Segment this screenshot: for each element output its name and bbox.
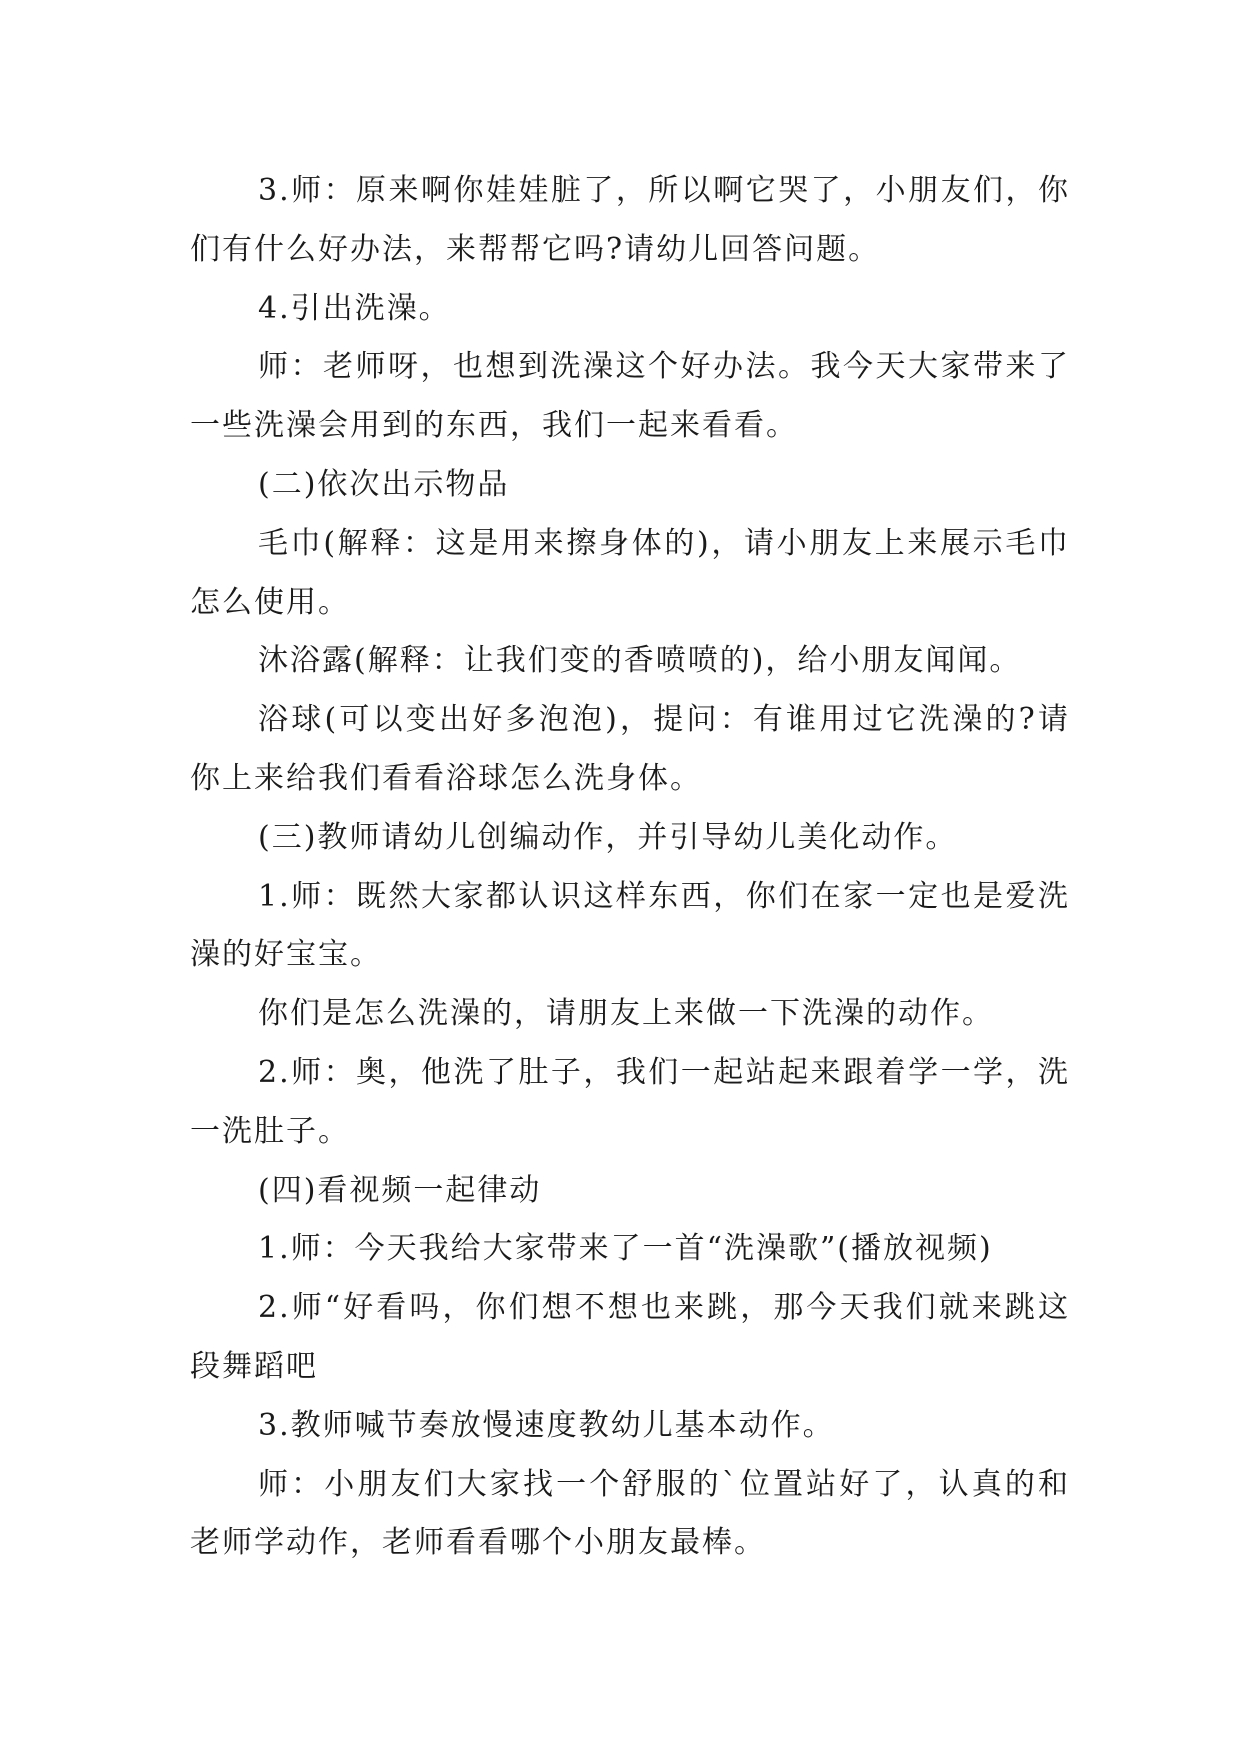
paragraph-introduce-bathing: 4.引出洗澡。: [258, 290, 451, 326]
paragraph-wash-belly: 2.师：奥，他洗了肚子，我们一起站起来跟着学一学，洗一洗肚子。: [190, 1054, 1070, 1149]
section-heading-watch-video: (四)看视频一起律动: [258, 1172, 542, 1208]
section-heading-create-actions: (三)教师请幼儿创编动作，并引导幼儿美化动作。: [258, 819, 958, 855]
document-body: [190, 162, 1070, 1573]
paragraph-bath-ball: 浴球(可以变出好多泡泡)，提问：有谁用过它洗澡的?请你上来给我们看看浴球怎么洗身体。: [190, 702, 1070, 796]
paragraph-teacher-bathing-items: 师：老师呀，也想到洗澡这个好办法。我今天大家带来了一些洗澡会用到的东西，我们一起来看看。: [190, 349, 1070, 444]
paragraph-stand-in-place: 师：小朋友们大家找一个舒服的`位置站好了，认真的和老师学动作，老师看看哪个小朋友最棒。: [190, 1466, 1070, 1561]
paragraph-body-wash: 沐浴露(解释：让我们变的香喷喷的)，给小朋友闻闻。: [258, 643, 1022, 679]
paragraph-how-to-bathe: 你们是怎么洗澡的，请朋友上来做一下洗澡的动作。: [258, 996, 994, 1032]
paragraph-towel: 毛巾(解释：这是用来擦身体的)，请小朋友上来展示毛巾怎么使用。: [190, 525, 1070, 620]
paragraph-dance: 2.师“好看吗，你们想不想也来跳，那今天我们就来跳这段舞蹈吧: [190, 1290, 1070, 1384]
paragraph-teacher-good-baby: 1.师：既然大家都认识这样东西，你们在家一定也是爱洗澡的好宝宝。: [190, 878, 1070, 973]
paragraph-bath-song: 1.师：今天我给大家带来了一首“洗澡歌”(播放视频): [258, 1231, 993, 1267]
section-heading-show-items: (二)依次出示物品: [258, 466, 510, 502]
paragraph-basic-moves: 3.教师喊节奏放慢速度教幼儿基本动作。: [258, 1407, 835, 1443]
paragraph-teacher-doll-dirty: 3.师：原来啊你娃娃脏了，所以啊它哭了，小朋友们，你们有什么好办法，来帮帮它吗?请幼儿回答问题。: [190, 173, 1070, 267]
